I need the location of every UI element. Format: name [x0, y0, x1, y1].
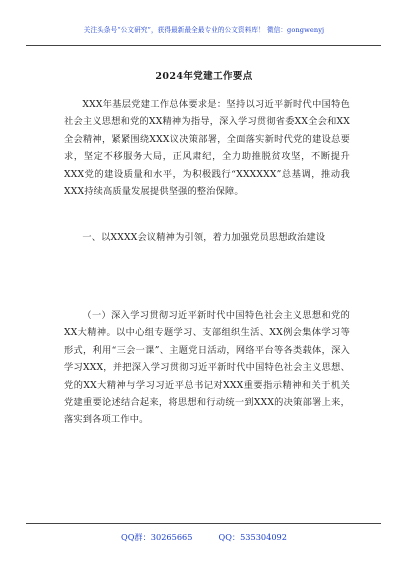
paragraph-subsection-1: （一）深入学习贯彻习近平新时代中国特色社会主义思想和党的XX大精神。以中心组专题学习、支部组织生活、XX例会集体学习等形式，利用“三会一课”、主题党日活动，网络平台等各类载体，深入学习XXX，并把深入学习贯彻习近平新时代中国特色社会主义思想、党的XX大精神与学习习近平总书记对XXX重要指示精神和关于机关党建重要论述结合起来，将思想和行动统一到XXX的决策部署上来，落实到各项工作中。: [64, 310, 350, 426]
paragraph-overview: XXX年基层党建工作总体要求是：坚持以习近平新时代中国特色社会主义思想和党的XX精神为指导，深入学习贯彻省委XX全会和XX全会精神，紧紧围绕XXX议决策部署，全面落实新时代党的建设总要求，坚定不移服务大局，正风肃纪，全力助推脱贫攻坚，不断提升XXX党的建设质量和水平，为积极践行“XXXXXX”总基调，推动我XXX持续高质量发展提供坚强的整治保障。: [64, 99, 350, 198]
section-heading-1: 一、以XXXX会议精神为引领，着力加强党员思想政治建设: [82, 232, 326, 243]
document-title: 2024年党建工作要点: [155, 71, 253, 82]
footer-qq-group: QQ群：30265665: [121, 532, 193, 542]
footer-contact: [0, 532, 408, 543]
footer-qq-number: QQ：535304092: [218, 532, 287, 542]
footer-divider: [26, 523, 381, 524]
header-banner: 关注头条号“公文研究”，获得最新最全最专业的公文资料库！ 微信：gongwenyj: [83, 26, 325, 34]
header-divider: [26, 45, 381, 46]
